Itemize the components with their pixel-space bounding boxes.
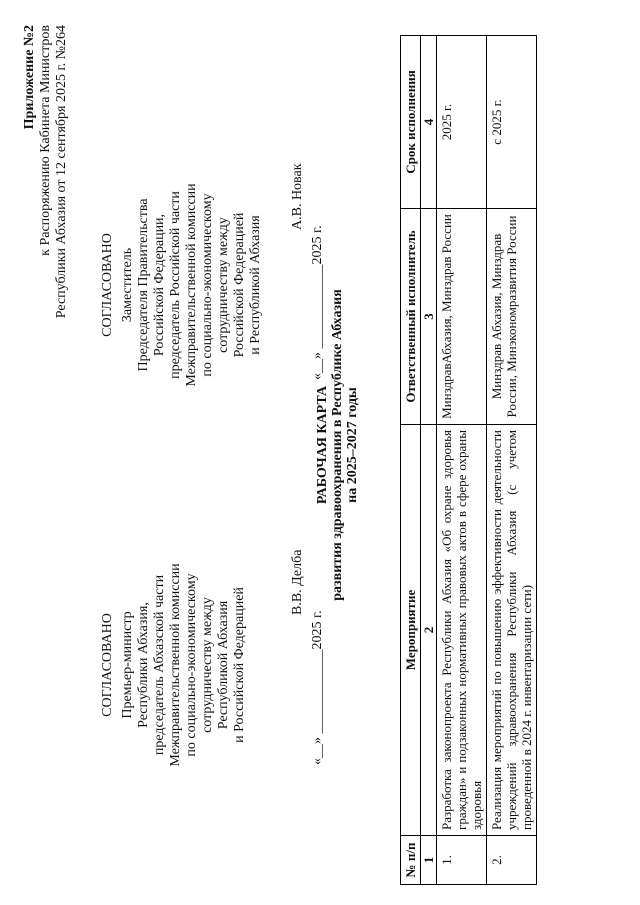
header-executor: Ответственный исполнитель	[401, 209, 421, 425]
approval-left-line: сотрудничеству между	[200, 597, 215, 733]
column-number-row	[421, 36, 437, 885]
table-row	[437, 36, 487, 885]
row-executor: МинздравАбхазия, Минздрав России	[437, 209, 487, 425]
approval-right-line: Российской Федерации,	[152, 213, 167, 357]
approval-right	[100, 135, 264, 435]
title-line-1: РАБОЧАЯ КАРТА	[315, 385, 330, 505]
title-line-2: развития здравоохранения в Республике Абхазия	[330, 289, 345, 601]
appendix-title: Приложение №2	[22, 25, 37, 130]
approval-left-date: «__» ____________2025 г.	[310, 610, 325, 765]
column-number: 4	[421, 36, 437, 209]
approval-left-line: Республики Абхазия,	[136, 602, 151, 728]
approval-left-line: по социально-экономическому	[184, 573, 199, 757]
approval-right-date: «__» ____________2025 г.	[310, 225, 325, 380]
header-deadline: Срок исполнения	[401, 36, 421, 209]
column-number: 1	[421, 836, 437, 885]
approval-left-heading: СОГЛАСОВАНО	[100, 613, 115, 717]
approval-left-line: председатель Абхазской части	[152, 574, 167, 756]
approval-right-heading: СОГЛАСОВАНО	[100, 233, 115, 337]
approval-left-signatory: В.В. Делба	[290, 549, 305, 615]
row-executor: Минздрав Абхазия, Минздрав России, Минэкономразвития России	[487, 209, 537, 425]
header-activity: Мероприятие	[401, 425, 421, 836]
approval-right-line: Межправительственной комиссии	[184, 183, 199, 387]
approval-left-line: Межправительственной комиссии	[168, 563, 183, 767]
table-row	[487, 36, 537, 885]
approval-left-line: Республикой Абхазия	[216, 600, 231, 730]
table-header-row	[401, 36, 421, 885]
approval-right-line: Заместитель	[120, 247, 135, 323]
row-activity: Разработка законопроекта Республики Абхазия «Об охране здоровья граждан» и подзаконных нормативных правовых актов в сфере охраны здоровья	[437, 425, 487, 836]
appendix-note	[22, 25, 70, 385]
appendix-line-2: Республики Абхазия от 12 сентября 2025 г. №264	[54, 25, 69, 319]
row-activity: Реализация мероприятий по повышению эффективности деятельности учреждений здравоохранения Республики Абхазия (с учетом проведенной в 2024 г. инвентаризации сети)	[487, 425, 537, 836]
row-number: 1.	[437, 836, 487, 885]
header-number: № п/п	[401, 836, 421, 885]
row-number: 2.	[487, 836, 537, 885]
column-number: 3	[421, 209, 437, 425]
approval-right-line: Председателя Правительства	[136, 198, 151, 372]
approval-right-line: и Республикой Абхазия	[248, 215, 263, 355]
document-title	[315, 215, 360, 675]
appendix-line-1: к Распоряжению Кабинета Министров	[38, 25, 53, 256]
approval-left-line: и Российской Федерацией	[232, 587, 247, 743]
approval-right-line: председатель Российской части	[168, 191, 183, 379]
approval-right-line: Российской Федерацией	[232, 212, 247, 358]
approval-left	[100, 520, 248, 810]
approval-right-line: сотрудничеству между	[216, 217, 231, 353]
approval-right-line: по социально-экономическому	[200, 193, 215, 377]
work-map-table	[400, 35, 537, 885]
title-line-3: на 2025–2027 годы	[345, 387, 360, 503]
column-number: 2	[421, 425, 437, 836]
row-deadline: 2025 г.	[437, 36, 487, 209]
approval-left-line: Премьер-министр	[120, 611, 135, 719]
row-deadline: с 2025 г.	[487, 36, 537, 209]
approval-right-signatory: А.В. Новак	[290, 163, 305, 230]
